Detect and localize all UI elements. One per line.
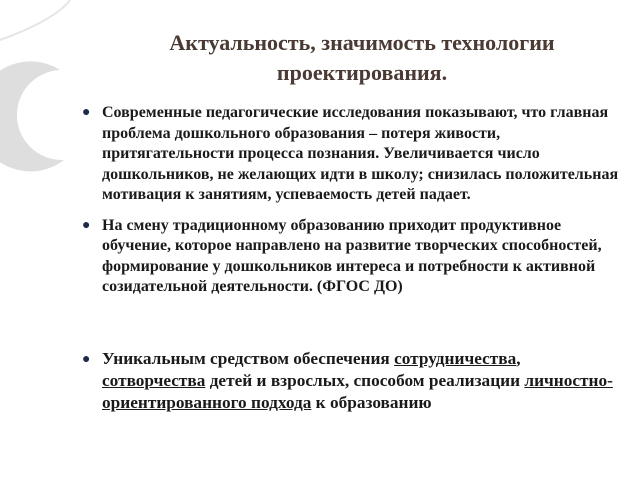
bullet-text-part: Уникальным средством обеспечения — [102, 348, 395, 368]
bullet-item-3 — [78, 348, 626, 414]
link-person-oriented-approach[interactable]: личностно-ориентированного подхода — [102, 370, 613, 412]
bullet-dot-icon: ● — [82, 351, 91, 367]
bullet-item-1 — [78, 103, 626, 206]
bullet-text-part: детей и взрослых, способом реализации — [205, 370, 525, 390]
bullet-item-2 — [78, 216, 626, 298]
link-cooperation[interactable]: сотрудничества — [394, 348, 517, 368]
bullet-text: Современные педагогические исследования показывают, что главная проблема дошкольного образования – потеря живости, притягательности процесса познания. Увеличивается число дошкольников, не желающих идти в школу; снизилась положительная мотивация к занятиям, успеваемость детей падает. — [102, 104, 619, 203]
bullet-text-part: к образованию — [311, 392, 432, 412]
bullet-dot-icon: ● — [82, 217, 91, 233]
link-co-creation[interactable]: сотворчества — [102, 370, 206, 390]
bullet-dot-icon: ● — [82, 105, 91, 120]
decorative-arc — [0, 0, 70, 40]
bullet-list — [78, 103, 626, 414]
decorative-crescent — [0, 61, 64, 171]
slide-title: Актуальность, значимость технологии проектирования. — [169, 30, 555, 85]
bullet-text: На смену традиционному образованию приходит продуктивное обучение, которое направлено на развитие творческих способностей, формирование у дошкольников интереса и потребности к активной созидательной деятельности. (ФГОС ДО) — [102, 216, 602, 295]
bullet-text-part: , — [516, 348, 521, 368]
